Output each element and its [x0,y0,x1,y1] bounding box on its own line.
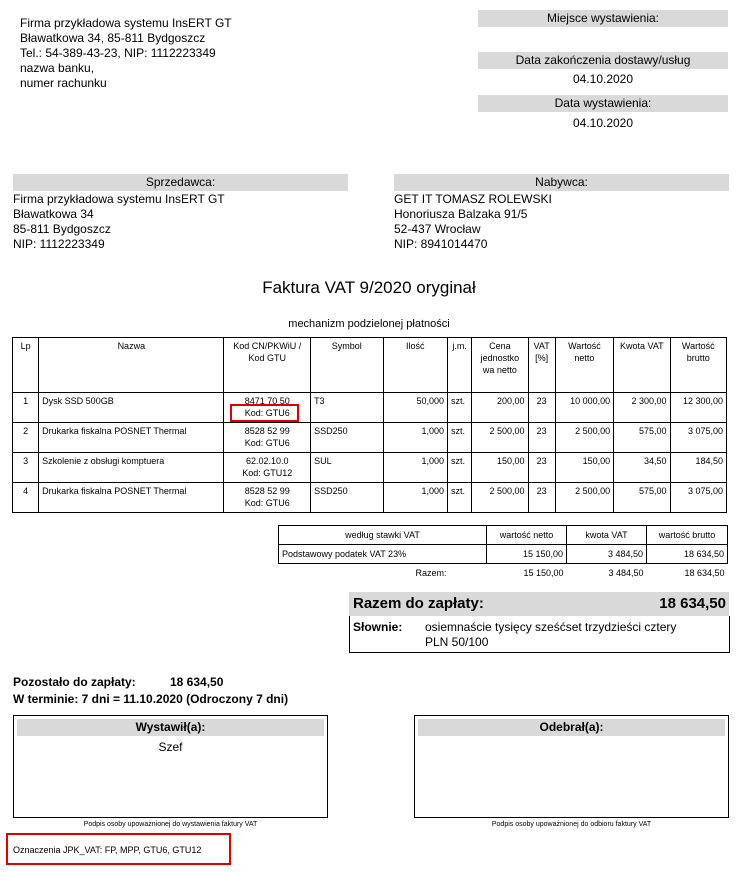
buyer-name: GET IT TOMASZ ROLEWSKI [394,192,552,206]
remaining-value: 18 634,50 [170,675,224,689]
issue-date-label: Data wystawienia: [478,95,728,112]
vat-summary-table [278,525,728,582]
cell-jm: szt. [448,423,472,453]
cell-kod-gtu: Kod: GTU12 [242,468,293,478]
received-by-box [414,715,729,818]
table-row [13,393,727,423]
col-lp: Lp [13,338,39,393]
cell-symbol: T3 [311,393,384,423]
table-row [13,483,727,513]
delivery-date-label: Data zakończenia dostawy/usług [478,52,728,69]
cell-jm: szt. [448,453,472,483]
cell-ilosc: 50,000 [383,393,447,423]
payment-term: W terminie: 7 dni = 11.10.2020 (Odroczony 7 dni) [13,692,289,706]
cell-vat: 23 [528,393,555,423]
mechanism-note: mechanizm podzielonej płatności [288,318,450,330]
cell-kod [224,453,311,483]
cell-kwota: 34,50 [614,453,670,483]
cell-cena: 2 500,00 [472,483,528,513]
cell-kwota: 575,00 [614,423,670,453]
seller-header: Sprzedawca: [13,174,348,191]
issued-by-value: Szef [158,740,183,754]
vat-col-brutto: wartość brutto [647,526,728,545]
vat-cell-brutto: 18 634,50 [647,545,728,564]
total-due-value: 18 634,50 [659,595,726,612]
buyer-block [394,192,552,252]
issuer-block [20,16,232,91]
cell-brutto: 184,50 [670,453,726,483]
seller-name: Firma przykładowa systemu InsERT GT [13,192,225,206]
vat-cell-kwota: 3 484,50 [567,545,647,564]
cell-netto: 2 500,00 [555,483,613,513]
col-kod: Kod CN/PKWiU / Kod GTU [224,338,311,393]
issuer-line: nazwa banku, [20,61,95,75]
invoice-title: Faktura VAT 9/2020 oryginał [262,278,476,297]
cell-kod-gtu: Kod: GTU6 [244,408,290,418]
vat-col-netto: wartość netto [487,526,567,545]
cell-nazwa: Szkolenie z obsługi komptuera [39,453,224,483]
cell-symbol: SSD250 [311,423,384,453]
cell-kwota: 575,00 [614,483,670,513]
col-brutto: Wartość brutto [670,338,726,393]
cell-lp: 2 [13,423,39,453]
items-header-row [13,338,727,393]
total-due-bar [349,592,729,616]
seller-street: Bławatkowa 34 [13,207,94,221]
table-row [279,545,728,564]
vat-total-netto: 15 150,00 [523,568,564,578]
cell-kod [224,483,311,513]
col-cena: Cena jednostko wa netto [472,338,528,393]
jpk-highlight-box [6,833,231,865]
cell-brutto: 3 075,00 [670,423,726,453]
words-line1: osiemnaście tysięcy sześćset trzydzieści cztery [425,620,677,634]
cell-nazwa: Drukarka fiskalna POSNET Thermal [39,483,224,513]
seller-nip: NIP: 1112223349 [13,237,105,251]
received-by-caption: Podpis osoby upoważnionej do odbioru faktury VAT [491,821,652,828]
cell-ilosc: 1,000 [383,483,447,513]
vat-cell-netto: 15 150,00 [487,545,567,564]
cell-kod-cn: 8528 52 99 [244,426,290,436]
remaining-label: Pozostało do zapłaty: [13,675,136,689]
words-label: Słownie: [353,620,403,634]
cell-cena: 200,00 [472,393,528,423]
seller-city: 85-811 Bydgoszcz [13,222,111,236]
cell-jm: szt. [448,483,472,513]
issuer-line: Tel.: 54-389-43-23, NIP: 1112223349 [20,46,216,60]
jpk-markings: Oznaczenia JPK_VAT: FP, MPP, GTU6, GTU12 [13,845,202,855]
cell-brutto: 12 300,00 [670,393,726,423]
cell-cena: 150,00 [472,453,528,483]
delivery-date-value: 04.10.2020 [572,72,634,86]
cell-lp: 1 [13,393,39,423]
col-ilosc: Ilość [383,338,447,393]
cell-ilosc: 1,000 [383,453,447,483]
issue-date-value: 04.10.2020 [572,116,634,130]
col-netto: Wartość netto [555,338,613,393]
col-kwota: Kwota VAT [614,338,670,393]
cell-kod-cn: 8471 70 50 [244,396,290,406]
vat-total-row [279,564,728,583]
cell-netto: 2 500,00 [555,423,613,453]
issued-by-caption: Podpis osoby upoważnionej do wystawienia faktury VAT [83,821,258,828]
cell-kod-gtu: Kod: GTU6 [244,498,290,508]
cell-symbol: SUL [311,453,384,483]
vat-col-stawka: według stawki VAT [279,526,487,545]
col-nazwa: Nazwa [39,338,224,393]
cell-ilosc: 1,000 [383,423,447,453]
issued-by-label: Wystawił(a): [17,719,324,736]
amount-in-words-box [349,616,730,653]
items-table [12,337,727,513]
cell-netto: 150,00 [555,453,613,483]
vat-total-label: Razem: [415,568,447,578]
cell-vat: 23 [528,453,555,483]
cell-cena: 2 500,00 [472,423,528,453]
table-row [13,453,727,483]
cell-kod [224,423,311,453]
issuer-line: Firma przykładowa systemu InsERT GT [20,16,232,30]
cell-vat: 23 [528,483,555,513]
buyer-city: 52-437 Wrocław [394,222,481,236]
total-due-label: Razem do zapłaty: [353,595,484,612]
cell-lp: 3 [13,453,39,483]
cell-kwota: 2 300,00 [614,393,670,423]
vat-total-kwota: 3 484,50 [608,568,644,578]
buyer-header: Nabywca: [394,174,729,191]
buyer-nip: NIP: 8941014470 [394,237,488,251]
vat-header-row [279,526,728,545]
vat-col-kwota: kwota VAT [567,526,647,545]
cell-kod-cn: 8528 52 99 [244,486,290,496]
words-line2: PLN 50/100 [425,635,489,649]
seller-block [13,192,225,252]
cell-vat: 23 [528,423,555,453]
table-row [13,423,727,453]
received-by-label: Odebrał(a): [418,719,725,736]
cell-nazwa: Dysk SSD 500GB [39,393,224,423]
col-symbol: Symbol [311,338,384,393]
issued-by-box [13,715,328,818]
cell-kod-cn: 62.02.10.0 [245,456,289,466]
col-jm: j.m. [448,338,472,393]
cell-netto: 10 000,00 [555,393,613,423]
buyer-street: Honoriusza Balzaka 91/5 [394,207,528,221]
issuer-line: numer rachunku [20,76,107,90]
issuer-line: Bławatkowa 34, 85-811 Bydgoszcz [20,31,206,45]
vat-cell-stawka: Podstawowy podatek VAT 23% [279,545,487,564]
cell-lp: 4 [13,483,39,513]
cell-symbol: SSD250 [311,483,384,513]
place-label: Miejsce wystawienia: [478,10,728,27]
vat-total-brutto: 18 634,50 [684,568,725,578]
cell-jm: szt. [448,393,472,423]
cell-nazwa: Drukarka fiskalna POSNET Thermal [39,423,224,453]
place-value [478,29,728,44]
gtu-highlight-box [230,404,299,422]
cell-brutto: 3 075,00 [670,483,726,513]
col-vat: VAT [%] [528,338,555,393]
cell-kod-gtu: Kod: GTU6 [244,438,290,448]
